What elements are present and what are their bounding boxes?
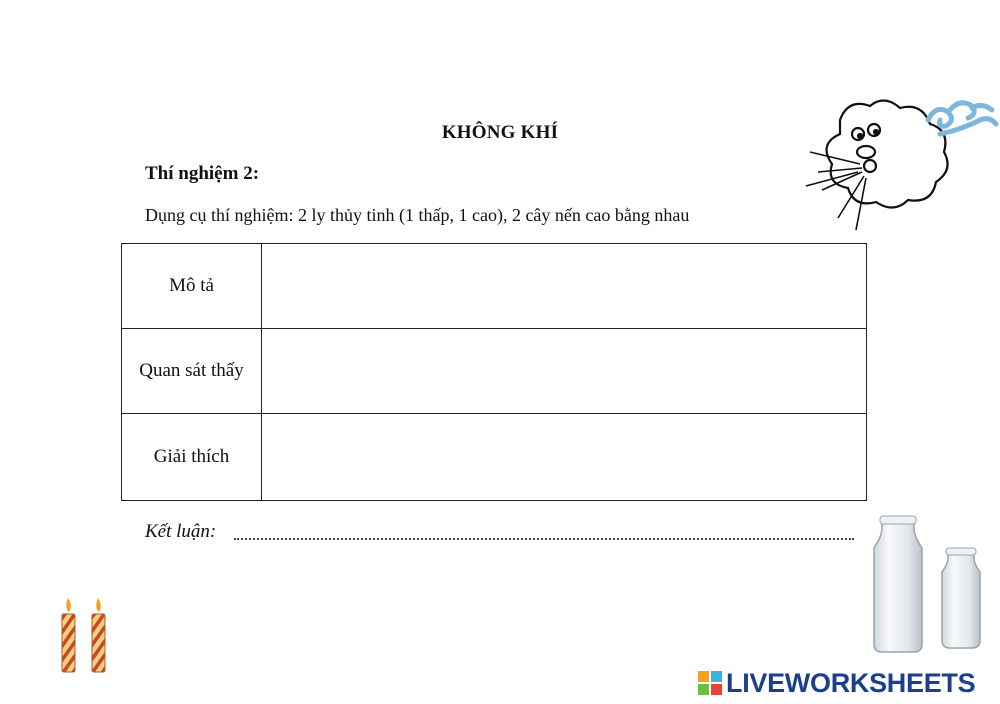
glass-bottles-icon bbox=[868, 514, 988, 654]
blowing-cloud-icon bbox=[800, 90, 1000, 240]
experiment-label: Thí nghiệm 2: bbox=[145, 163, 260, 184]
table-row bbox=[122, 329, 867, 414]
equipment-text: Dụng cụ thí nghiệm: 2 ly thủy tinh (1 thấp, 1 cao), 2 cây nến cao bằng nhau bbox=[145, 205, 690, 225]
row-label-description: Mô tả bbox=[122, 244, 262, 329]
answer-field-explanation[interactable] bbox=[262, 414, 867, 501]
table-row bbox=[122, 414, 867, 501]
candles-icon bbox=[56, 596, 116, 676]
answer-field-observation[interactable] bbox=[262, 329, 867, 414]
answer-field-description[interactable] bbox=[262, 244, 867, 329]
page-title: KHÔNG KHÍ bbox=[441, 122, 559, 143]
observation-table bbox=[121, 243, 867, 501]
row-label-observation: Quan sát thấy bbox=[122, 329, 262, 414]
row-label-explanation: Giải thích bbox=[122, 414, 262, 501]
liveworksheets-logo-text: LIVEWORKSHEETS bbox=[726, 667, 976, 698]
table-row bbox=[122, 244, 867, 329]
liveworksheets-logo bbox=[698, 667, 975, 699]
conclusion-answer-line[interactable] bbox=[234, 538, 854, 540]
conclusion-label: Kết luận: bbox=[145, 521, 217, 542]
liveworksheets-logo-icon bbox=[698, 671, 722, 695]
